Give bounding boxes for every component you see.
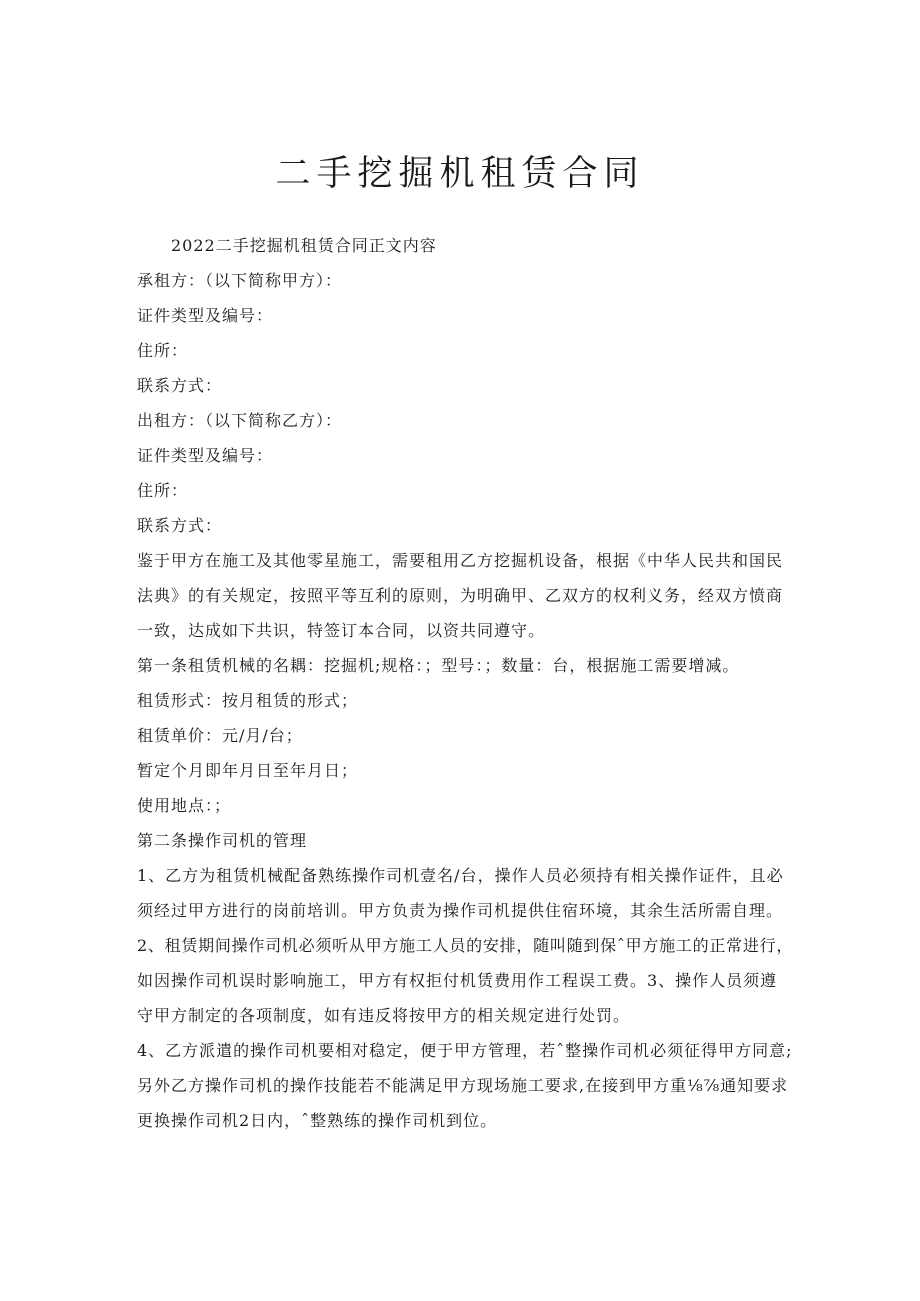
document-title: 二手挖掘机租赁合同 xyxy=(275,154,645,194)
paragraph-line: 更换操作司机2日内，ˆ整熟练的操作司机到位。 xyxy=(137,1111,498,1130)
paragraph-line: 暂定个月即年月日至年月日； xyxy=(137,761,359,780)
paragraph-line: 租赁形式：按月租赁的形式； xyxy=(137,691,359,710)
paragraph-line: 守甲方制定的各项制度，如有违反将按甲方的相关规定进行处罚。 xyxy=(137,1006,631,1025)
paragraph-line: 另外乙方操作司机的操作技能若不能满足甲方现场施工要求,在接到甲方重⅛⅞通知要求 xyxy=(137,1076,789,1095)
paragraph-line: 联系方式： xyxy=(137,516,223,535)
document-subtitle: 2022二手挖掘机租赁合同正文内容 xyxy=(171,236,437,255)
paragraph-line: 住所： xyxy=(137,341,189,360)
paragraph-line: 证件类型及编号： xyxy=(137,306,274,325)
paragraph-line: 出租方：（以下简称乙方）： xyxy=(137,411,343,430)
paragraph-line: 鉴于甲方在施工及其他零星施工，需要租用乙方挖掘机设备，根据《中华人民共和国民 xyxy=(137,551,784,570)
paragraph-line: 1、乙方为租赁机械配备熟练操作司机壹名/台，操作人员必须持有相关操作证件，且必 xyxy=(137,866,784,885)
paragraph-line: 第一条租赁机械的名耦：挖掘机;规格：；型号：；数量：台，根据施工需要增减。 xyxy=(137,656,740,675)
paragraph-line: 一致，达成如下共识，特签订本合同，以资共同遵守。 xyxy=(137,621,546,640)
paragraph-line: 4、乙方派遣的操作司机要相对稳定，便于甲方管理，若ˆ整操作司机必须征得甲方同意; xyxy=(137,1041,793,1060)
paragraph-line: 证件类型及编号： xyxy=(137,446,274,465)
paragraph-line: 联系方式： xyxy=(137,376,223,395)
paragraph-line: 住所： xyxy=(137,481,189,500)
paragraph-line: 承租方：（以下简称甲方）： xyxy=(137,271,343,290)
paragraph-line: 使用地点：； xyxy=(137,796,232,815)
paragraph-line: 租赁单价：元/月/台； xyxy=(137,726,303,745)
paragraph-line: 2、租赁期间操作司机必须听从甲方施工人员的安排，随叫随到保ˆ甲方施工的正常进行， xyxy=(137,936,794,955)
paragraph-line: 法典》的有关规定，按照平等互利的原则，为明确甲、乙双方的权利义务，经双方愤商 xyxy=(137,586,784,605)
paragraph-line: 第二条操作司机的管理 xyxy=(137,831,308,850)
document-body xyxy=(137,228,797,1138)
paragraph-line: 须经过甲方进行的岗前培训。甲方负责为操作司机提供住宿环境，其余生活所需自理。 xyxy=(137,901,784,920)
paragraph-line: 如因操作司机误时影响施工，甲方有权拒付机赁费用作工程误工费。3、操作人员须遵 xyxy=(137,971,778,990)
